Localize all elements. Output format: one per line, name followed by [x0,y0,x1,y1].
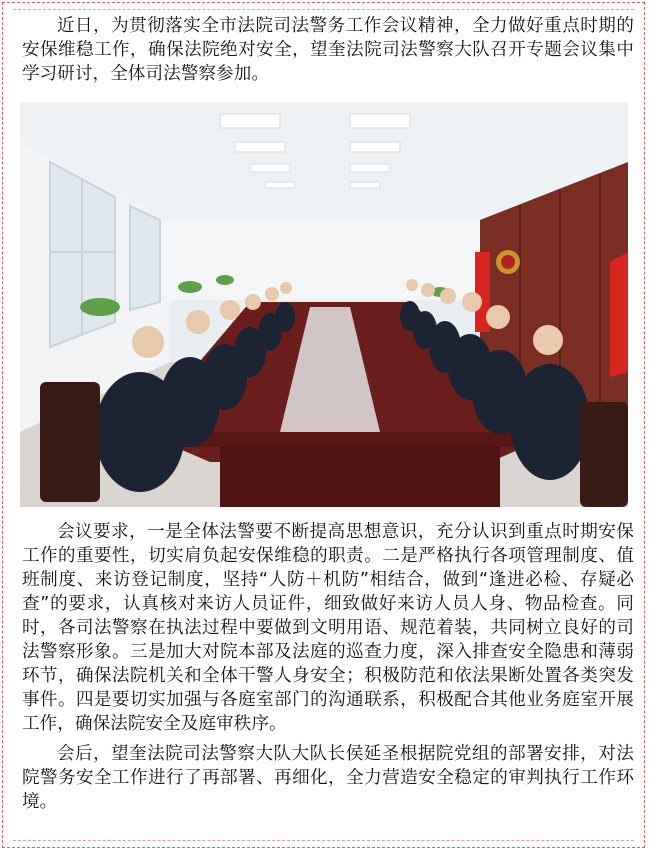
meeting-photo [20,102,628,507]
closing-paragraph: 会后，望奎法院司法警察大队大队长侯延圣根据院党组的部署安排，对法院警务安全工作进行了再部署、再细化，全力营造安全稳定的审判执行工作环境。 [22,744,634,812]
frame-divider [13,840,634,841]
meeting-photo-illustration [20,102,628,507]
frame-divider [13,9,634,10]
intro-paragraph: 近日，为贯彻落实全市法院司法警务工作会议精神，全力做好重点时期的安保维稳工作，确保法院绝对安全，望奎法院司法警察大队召开专题会议集中学习研讨，全体司法警察参加。 [22,16,634,84]
requirements-paragraph: 会议要求，一是全体法警要不断提高思想意识，充分认识到重点时期安保工作的重要性，切实肩负起安保维稳的职责。二是严格执行各项管理制度、值班制度、来访登记制度，坚持“人防＋机防”相结合，做到“逢进必检、存疑必查”的要求，认真核对来访人员证件，细致做好来访人员人身、物品检查。同时，各司法警察在执法过程中要做到文明用语、规范着装，共同树立良好的司法警察形象。三是加大对院本部及法庭的巡查力度，深入排查安全隐患和薄弱环节，确保法院机关和全体干警人身安全；积极防范和依法果断处置各类突发事件。四是要切实加强与各庭室部门的沟通联系，积极配合其他业务庭室开展工作，确保法院安全及庭审秩序。 [22,522,634,734]
